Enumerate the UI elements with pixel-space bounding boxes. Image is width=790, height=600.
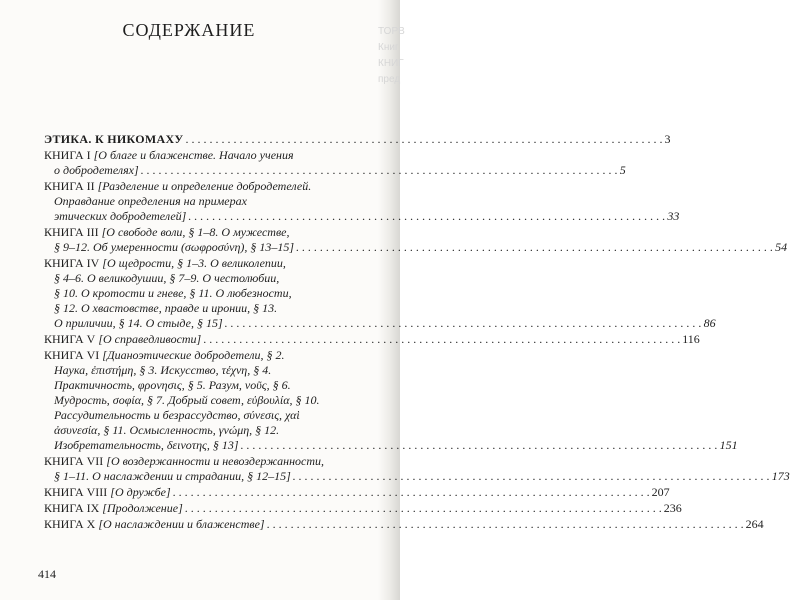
book-description: [Продолжение] [102,501,183,515]
toc-entry-line [44,348,362,363]
book-label: КНИГА X [44,517,96,531]
toc-entry[interactable] [44,148,626,178]
page-number: 54 [775,240,788,254]
dot-leader [241,438,718,453]
page-number: 3 [664,132,671,146]
book-description: [О свободе воли, § 1–8. О мужестве, [101,225,290,239]
toc-heading-entry[interactable] [44,132,671,147]
book-description: § 10. О кротости и гневе, § 11. О любезности, [54,286,292,300]
toc-entry-line [44,393,362,408]
dot-leader [267,517,744,532]
book-label: КНИГА VIII [44,485,108,499]
toc-entry-line [44,179,362,194]
toc-entry-line [44,271,362,286]
book-label: КНИГА II [44,179,95,193]
dot-leader [225,316,702,331]
book-description: § 12. О хвастовстве, правде и иронии, § 13. [54,301,278,315]
page-number: 33 [667,209,680,223]
toc-entry-line [44,286,362,301]
toc-entry-line [44,485,670,500]
book-description: [О справедливости] [98,332,202,346]
page-number: 264 [745,517,764,531]
dot-leader [293,469,770,484]
dot-leader [203,332,680,347]
toc-entry-line [44,363,362,378]
book-label: КНИГА III [44,225,99,239]
book-description: ἀσυνεσία, § 11. Осмысленность, γνώμη, § 12. [54,423,280,437]
toc-entry-line [44,423,362,438]
book-description: Практичность, φρονησις, § 5. Разум, νοῦς, § 6. [54,378,291,392]
book-label: КНИГА IX [44,501,100,515]
book-description: [Дианоэтические добродетели, § 2. [102,348,285,362]
toc-entry-line [44,194,362,209]
book-description: [О благе и блаженстве. Начало учения [93,148,294,162]
toc-entry[interactable] [44,225,788,255]
toc-entry[interactable] [44,348,738,453]
toc-heading: ЭТИКА. К НИКОМАХУ [44,132,184,146]
book-description: § 9–12. Об умеренности (σωφροσύνη), § 13–15] [54,240,295,254]
toc-entry-line [44,301,362,316]
book-description: [О щедрости, § 1–3. О великолепии, [102,256,286,270]
toc-entry[interactable] [44,517,764,532]
dot-leader [173,485,650,500]
book-description: Оправдание определения на примерах [54,194,247,208]
toc-entry-line [44,517,764,532]
dot-leader [185,501,662,516]
toc-entry-line [44,378,362,393]
book-label: КНИГА IV [44,256,100,270]
toc-entry-line [44,163,626,178]
page-number: 116 [682,332,700,346]
dot-leader [188,209,665,224]
book-label: КНИГА VI [44,348,100,362]
toc-entry-line [44,438,738,453]
folio-page-number: 414 [38,567,56,581]
toc-entry-line [44,225,362,240]
book-description: [О наслаждении и блаженстве] [98,517,265,531]
book-description: Рассудительность и безрассудство, σύνεσις, χαὶ [54,408,300,422]
book-description: О приличии, § 14. О стыде, § 15] [54,316,223,330]
book-description: § 1–11. О наслаждении и страдании, § 12–15] [54,469,291,483]
book-description: Изобретательность, δεινοτης, § 13] [54,438,239,452]
toc-entry[interactable] [44,485,670,500]
toc-entry-line [44,501,682,516]
page-number: 5 [619,163,626,177]
toc-entry[interactable] [44,501,682,516]
book-description: [О воздержанности и невоздержанности, [106,454,325,468]
toc-entry[interactable] [44,256,716,331]
book-description: § 4–6. О великодушии, § 7–9. О честолюбии, [54,271,280,285]
book-label: КНИГА I [44,148,91,162]
page-number: 236 [663,501,682,515]
toc-entry-line [44,256,362,271]
page-number: 86 [703,316,716,330]
toc-entry-line [44,148,362,163]
book-description: этических добродетелей] [54,209,187,223]
page-number: 173 [771,469,790,483]
book-description: о добродетелях] [54,163,139,177]
book-description: [О дружбе] [110,485,171,499]
toc-entry-line [44,240,788,255]
toc-entry-line [44,316,716,331]
book-label: КНИГА V [44,332,96,346]
bleed-through-text: ТОРВ Книг КНИГ пред [378,26,405,85]
toc-entry[interactable] [44,179,680,224]
toc-entry[interactable] [44,332,700,347]
dot-leader [186,132,663,147]
toc-entry-line [44,408,362,423]
toc-entry-line [44,332,700,347]
table-of-contents [44,132,790,533]
page-number: 151 [719,438,738,452]
toc-entry[interactable] [44,454,790,484]
book-label: КНИГА VII [44,454,104,468]
dot-leader [141,163,618,178]
book-description: [Разделение и определение добродетелей. [97,179,312,193]
book-description: Наука, ἐπιστήμη, § 3. Искусство, τέχνη, § 4. [54,363,272,377]
toc-entry-line [44,454,362,469]
dot-leader [296,240,773,255]
page-title: СОДЕРЖАНИЕ [122,20,256,40]
toc-entry-line [44,209,680,224]
toc-entry-line [44,469,790,484]
page-number: 207 [651,485,670,499]
book-description: Мудрость, σοφία, § 7. Добрый совет, εὐβουλία, § 10. [54,393,320,407]
